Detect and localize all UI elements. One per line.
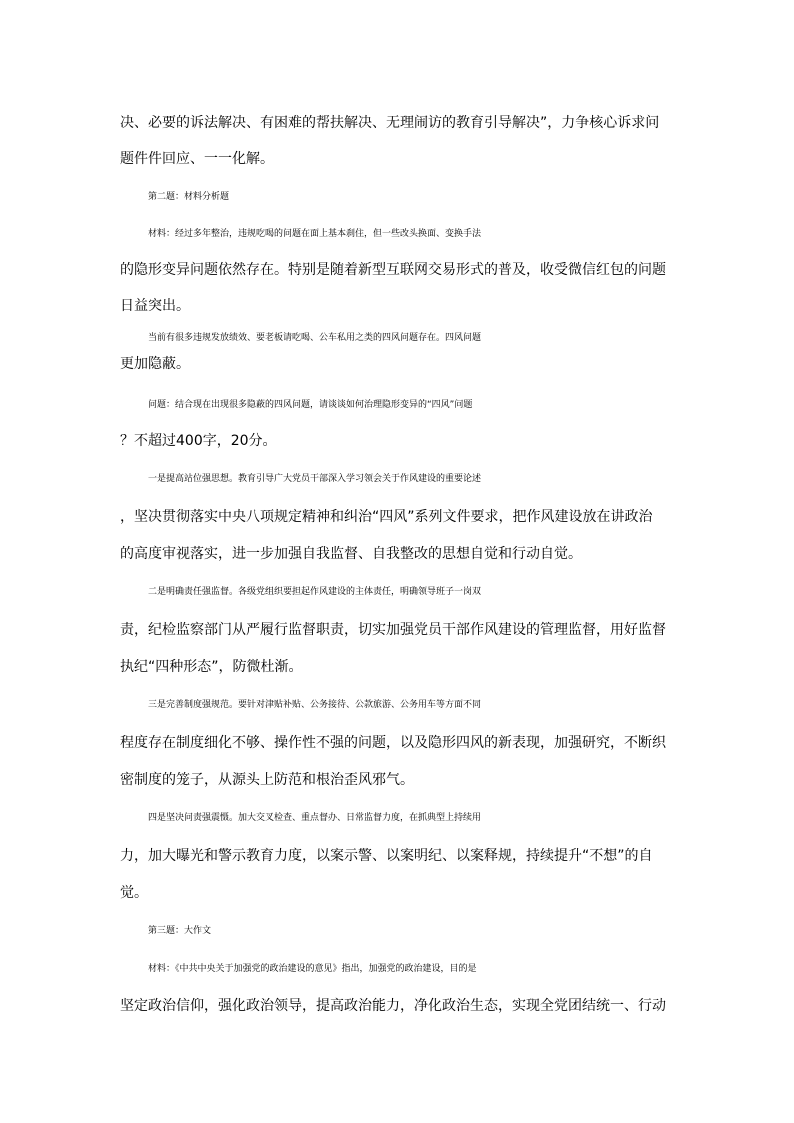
text-line: 更加隐蔽。 [120,356,190,372]
text-line: 问题：结合现在出现很多隐蔽的四风问题，请谈谈如何治理隐形变异的“四风”问题 [148,400,473,410]
text-line: 责，纪检监察部门从严履行监督职责，切实加强党员干部作风建设的管理监督，用好监督 [120,622,666,638]
text-line: 材料：经过多年整治，违规吃喝的问题在面上基本刹住，但一些改头换面、变换手法 [148,229,482,239]
text-line: 二是明确责任强监督。各级党组织要担起作风建设的主体责任，明确领导班子一岗双 [148,587,482,597]
text-line: ？不超过400字，20分。 [120,433,277,449]
text-line: 坚定政治信仰，强化政治领导，提高政治能力，净化政治生态，实现全党团结统一、行动 [120,998,666,1014]
text-line: 力，加大曝光和警示教育力度，以案示警、以案明纪、以案释规，持续提升“不想”的自 [120,848,653,864]
text-line: ，坚决贯彻落实中央八项规定精神和纠治“四风”系列文件要求，把作风建设放在讲政治 [120,509,653,525]
text-line: 题件件回应、一一化解。 [120,151,274,167]
text-line: 材料：《中共中央关于加强党的政治建设的意见》指出，加强党的政治建设，目的是 [148,964,477,974]
text-line: 决、必要的诉法解决、有困难的帮扶解决、无理闹访的教育引导解决”，力争核心诉求问 [120,115,660,131]
text-line: 三是完善制度强规范。要针对津贴补贴、公务接待、公款旅游、公务用车等方面不同 [148,700,482,710]
text-line: 一是提高站位强思想。教育引导广大党员干部深入学习领会关于作风建设的重要论述 [148,474,482,484]
text-line: 四是坚决问责强震慑。加大交叉检查、重点督办、日常监督力度，在抓典型上持续用 [148,813,482,823]
text-line: 日益突出。 [120,298,190,314]
text-line: 的高度审视落实，进一步加强自我监督、自我整改的思想自觉和行动自觉。 [120,546,582,562]
section-heading: 第三题：大作文 [148,926,212,936]
text-line: 密制度的笼子，从源头上防范和根治歪风邪气。 [120,772,414,788]
text-line: 执纪“四种形态”，防微杜渐。 [120,659,303,675]
text-line: 的隐形变异问题依然存在。特别是随着新型互联网交易形式的普及，收受微信红包的问题 [120,262,666,278]
text-line: 觉。 [120,885,148,901]
section-heading: 第二题：材料分析题 [148,192,230,202]
text-line: 当前有很多违规发放绩效、要老板请吃喝、公车私用之类的四风问题存在。四风问题 [148,333,482,343]
text-line: 程度存在制度细化不够、操作性不强的问题，以及隐形四风的新表现，加强研究，不断织 [120,735,666,751]
